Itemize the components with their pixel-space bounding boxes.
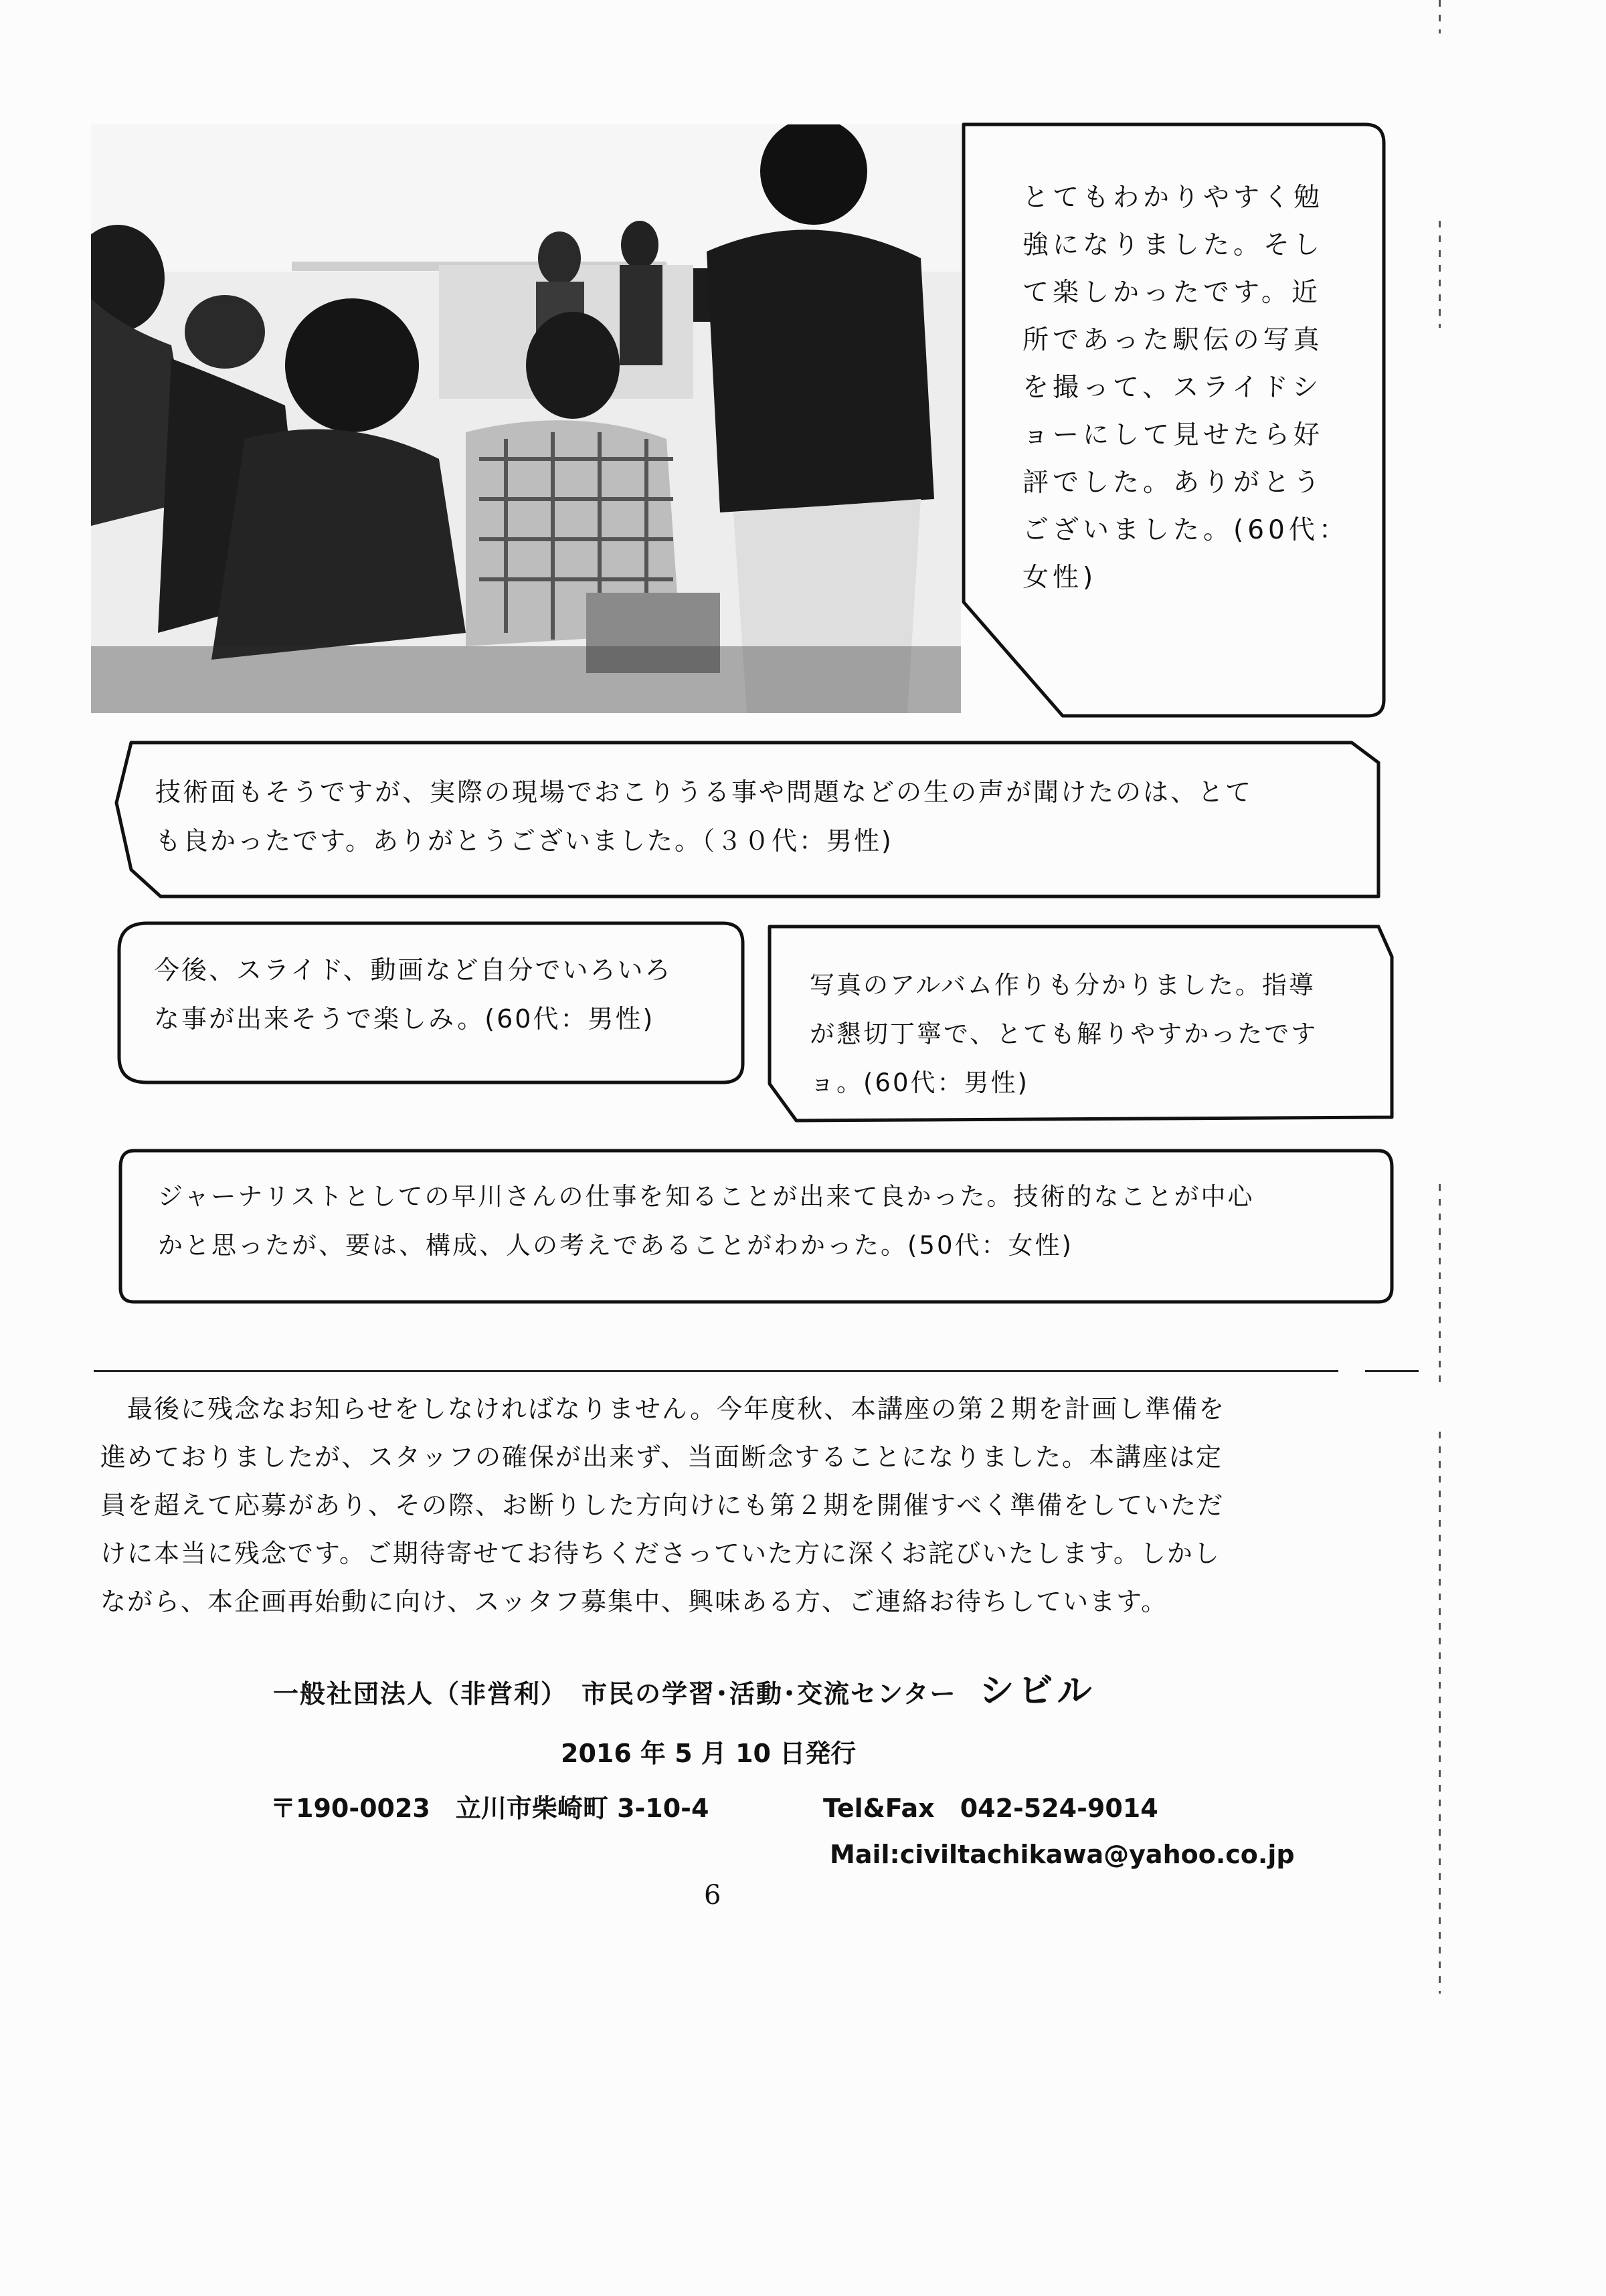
comment-line: かと思ったが、要は、構成、人の考えであることがわかった。(50代：女性) <box>158 1231 1073 1260</box>
comment-1 <box>1022 174 1349 601</box>
notice-paragraph <box>100 1385 1352 1626</box>
comment-5 <box>158 1172 1255 1270</box>
comment-line: ョーにして見せたら好 <box>1022 420 1324 450</box>
notice-line: 最後に残念なお知らせをしなければなりません。今年度秋、本講座の第２期を計画し準備を <box>127 1394 1226 1424</box>
comment-line: が懇切丁寧で、とても解りやすかったです <box>810 1020 1318 1048</box>
comment-line: 写真のアルバム作りも分かりました。指導 <box>810 971 1316 999</box>
notice-line: けに本当に残念です。ご期待寄せてお待ちくださっていた方に深くお詫びいたします。しかし <box>100 1539 1221 1568</box>
organization-name: シビル <box>979 1671 1096 1711</box>
classroom-photo <box>91 124 961 713</box>
page-number: 6 <box>704 1880 721 1911</box>
tel-fax: Tel&Fax 042-524-9014 <box>823 1794 1158 1823</box>
organization-label: 一般社団法人（非営利） 市民の学習･活動･交流センター <box>273 1679 957 1709</box>
scan-artifact <box>1439 1432 1441 1994</box>
comment-line: ジャーナリストとしての早川さんの仕事を知ることが出来て良かった。技術的なことが中心 <box>158 1182 1255 1211</box>
divider <box>94 1370 1338 1372</box>
comment-line: 今後、スライド、動画など自分でいろいろ <box>154 955 673 985</box>
notice-line: ながら、本企画再始動に向け、スッタフ募集中、興味ある方、ご連絡お待ちしています。 <box>100 1587 1168 1616</box>
comment-line: 評でした。ありがとう <box>1022 468 1324 498</box>
notice-line: 進めておりましたが、スタッフの確保が出来ず、当面断念することになりました。本講座は定 <box>100 1442 1223 1472</box>
comment-line: 所であった駅伝の写真 <box>1022 325 1324 355</box>
scan-artifact <box>1439 0 1441 33</box>
notice-line: 員を超えて応募があり、その際、お断りした方向けにも第２期を開催すべく準備をしていただ <box>100 1491 1225 1520</box>
comment-line: 技術面もそうですが、実際の現場でおこりうる事や問題などの生の声が聞けたのは、とて <box>155 777 1253 807</box>
scan-artifact <box>1439 221 1441 328</box>
comment-4 <box>810 961 1318 1107</box>
photo-canvas <box>91 124 961 713</box>
divider-tail <box>1365 1370 1419 1372</box>
comment-line: も良かったです。ありがとうございました。（３０代：男性) <box>155 826 893 856</box>
comment-line: て楽しかったです。近 <box>1022 278 1322 308</box>
postal-address: 〒190-0023 立川市柴崎町 3-10-4 <box>270 1794 709 1823</box>
scan-artifact <box>1439 1184 1441 1385</box>
comment-line: 強になりました。そし <box>1022 230 1324 260</box>
comment-2 <box>155 768 1253 866</box>
comment-line: を撮って、スライドシ <box>1022 373 1323 403</box>
issue-date: 2016 年 5 月 10 日発行 <box>561 1739 857 1768</box>
email-address: Mail:civiltachikawa@yahoo.co.jp <box>830 1840 1295 1869</box>
organization-line <box>273 1662 1096 1713</box>
comment-line: 女性) <box>1022 563 1097 593</box>
comment-line: ございました。(60代： <box>1022 515 1349 545</box>
comment-line: な事が出来そうで楽しみ。(60代：男性) <box>154 1004 655 1034</box>
comment-line: とてもわかりやすく勉 <box>1022 183 1324 213</box>
comment-3 <box>154 946 672 1044</box>
comment-line: ョ。(60代：男性) <box>810 1068 1029 1097</box>
